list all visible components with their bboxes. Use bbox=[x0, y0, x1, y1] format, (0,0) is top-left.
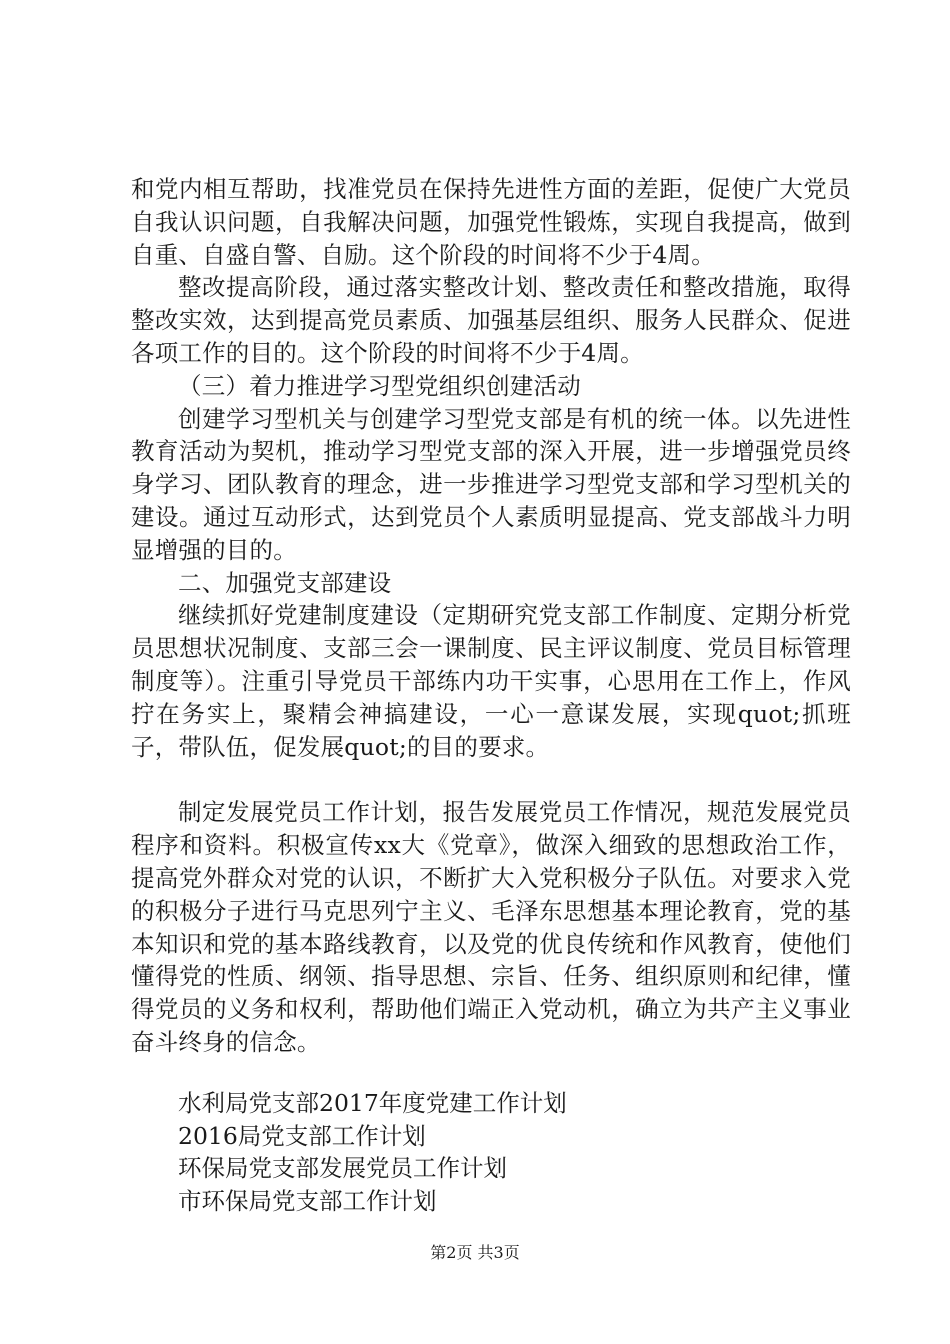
paragraph-system-building: 继续抓好党建制度建设（定期研究党支部工作制度、定期分析党员思想状况制度、支部三会一课制度、民主评议制度、党员目标管理制度等）。注重引导党员干部练内功干实事，心思用在工作上，作风拧在务实上，聚精会神搞建设，一心一意谋发展，实现quot;抓班子，带队伍，促发展quot;的目的要求。 bbox=[131, 601, 851, 761]
paragraph-member-development: 制定发展党员工作计划，报告发展党员工作情况，规范发展党员程序和资料。积极宣传xx大《党章》，做深入细致的思想政治工作，提高党外群众对党的认识，不断扩大入党积极分子队伍。对要求入党的积极分子进行马克思列宁主义、毛泽东思想基本理论教育，党的基本知识和党的基本路线教育，以及党的优良传统和作风教育，使他们懂得党的性质、纲领、指导思想、宗旨、任务、组织原则和纪律，懂得党员的义务和权利，帮助他们端正入党动机，确立为共产主义事业奋斗终身的信念。 bbox=[131, 798, 851, 1056]
section-heading-branch-building: 二、加强党支部建设 bbox=[178, 568, 392, 597]
section-heading-learning-org: （三）着力推进学习型党组织创建活动 bbox=[178, 371, 581, 400]
blank-line bbox=[131, 763, 851, 796]
related-article-link[interactable]: 环保局党支部发展党员工作计划 bbox=[178, 1154, 507, 1183]
paragraph-learning-org: 创建学习型机关与创建学习型党支部是有机的统一体。以先进性教育活动为契机，推动学习型党支部的深入开展，进一步增强党员终身学习、团队教育的理念，进一步推进学习型党支部和学习型机关的建设。通过互动形式，达到党员个人素质明显提高、党支部战斗力明显增强的目的。 bbox=[131, 404, 851, 564]
paragraph-continuation: 和党内相互帮助，找准党员在保持先进性方面的差距，促使广大党员自我认识问题，自我解决问题，加强党性锻炼，实现自我提高，做到自重、自盛自警、自励。这个阶段的时间将不少于4周。 bbox=[131, 175, 851, 269]
document-body bbox=[131, 173, 851, 1059]
paragraph-rectification: 整改提高阶段，通过落实整改计划、整改责任和整改措施，取得整改实效，达到提高党员素质、加强基层组织、服务人民群众、促进各项工作的目的。这个阶段的时间将不少于4周。 bbox=[131, 273, 851, 367]
related-article-link[interactable]: 市环保局党支部工作计划 bbox=[178, 1186, 437, 1215]
related-article-link[interactable]: 2016局党支部工作计划 bbox=[178, 1121, 426, 1150]
related-articles-list bbox=[178, 1087, 567, 1217]
page-number-footer: 第2页 共3页 bbox=[430, 1243, 520, 1262]
related-article-link[interactable]: 水利局党支部2017年度党建工作计划 bbox=[178, 1089, 567, 1117]
